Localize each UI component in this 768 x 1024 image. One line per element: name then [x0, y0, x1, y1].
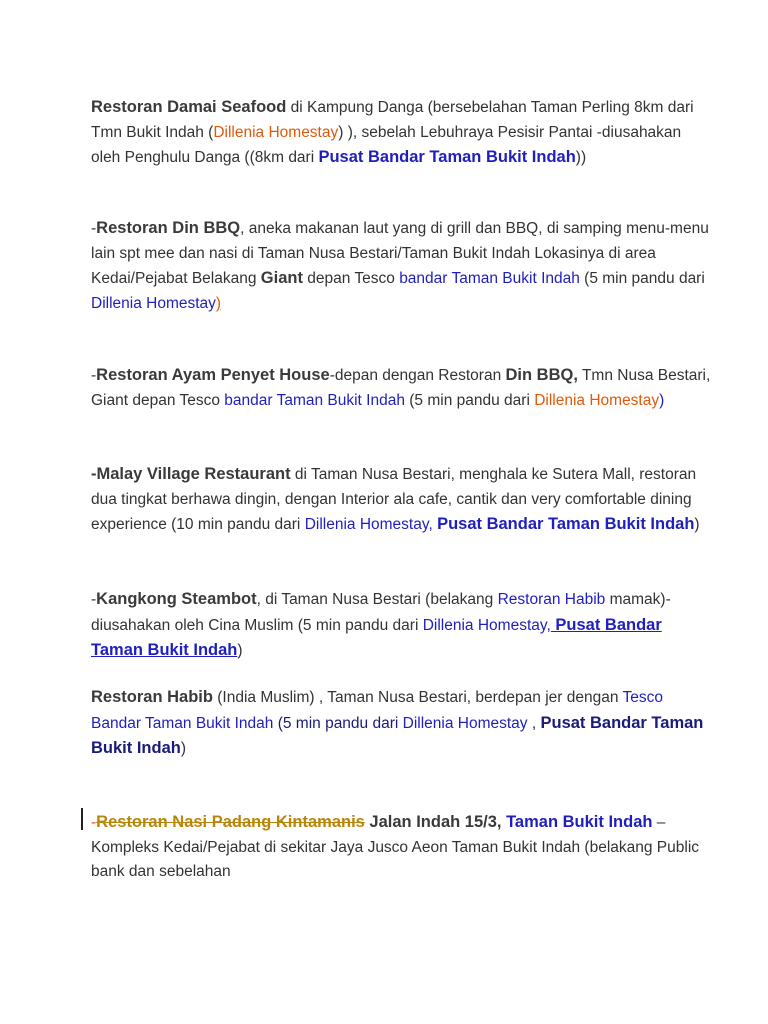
link-taman-bukit-indah[interactable]: Taman Bukit Indah: [506, 813, 653, 831]
dash: -: [91, 367, 97, 384]
link-tesco-bandar[interactable]: Tesco Bandar Taman Bukit Indah: [91, 689, 663, 732]
text: ): [180, 740, 187, 757]
paragraph-ayam-penyet: [91, 363, 711, 413]
link-pusat-bandar[interactable]: Pusat Bandar Taman Bukit Indah: [437, 515, 695, 533]
link-dillenia-homestay[interactable]: Dillenia Homestay: [534, 391, 660, 409]
restaurant-name: Restoran Damai Seafood: [91, 98, 287, 116]
link-dillenia-homestay[interactable]: Dillenia Homestay: [213, 123, 339, 141]
paragraph-damai-seafood: [91, 95, 711, 171]
text: – Kompleks Kedai/Pejabat di sekitar Jaya Jusco Aeon Taman Bukit Indah (belakang Public bank dan sebelahan: [91, 814, 700, 880]
text: , aneka makanan laut yang di grill dan BBQ, di samping menu-menu lain spt mee dan nasi di Taman Nusa Bestari/Taman Bukit Indah Lokasinya di area Kedai/Pejabat Belakang: [91, 220, 709, 287]
restaurant-name: -Malay Village Restaurant: [91, 465, 291, 483]
text: ): [694, 516, 700, 533]
link-pusat-bandar[interactable]: Pusat Bandar Taman Bukit Indah: [91, 713, 704, 757]
text: )): [575, 149, 587, 166]
text: ): [215, 294, 222, 312]
link-dillenia-homestay[interactable]: Dillenia Homestay: [91, 294, 216, 312]
link-dillenia-homestay[interactable]: Dillenia Homestay: [402, 714, 528, 732]
text: Tmn Nusa Bestari, Giant depan Tesco: [91, 367, 711, 409]
link-pusat-bandar[interactable]: Pusat Bandar Taman Bukit Indah: [91, 615, 662, 659]
paragraph-kangkong-steambot: [91, 587, 711, 664]
text: di Taman Nusa Bestari, menghala ke Sutera Mall, restoran dua tingkat berhawa dingin, dengan Interior ala cafe, cantik dan very comfortable dining experience (10 min pandu dari: [91, 466, 697, 533]
din-bbq-label: Din BBQ,: [505, 366, 578, 384]
text: ): [659, 391, 665, 409]
paragraph-malay-village: [91, 462, 711, 538]
link-bandar-taman-bukit-indah[interactable]: bandar Taman Bukit Indah: [224, 391, 405, 409]
text: , di Taman Nusa Bestari (belakang: [256, 591, 498, 608]
dash: -: [91, 814, 97, 831]
text: ) ), sebelah Lebuhraya Pesisir Pantai -diusahakan oleh Penghulu Danga ((8km dari: [91, 123, 682, 166]
paragraph-restoran-habib: [91, 685, 711, 762]
restaurant-name: Restoran Din BBQ: [96, 219, 241, 237]
text: (5 min pandu dari: [273, 714, 403, 732]
text: -depan dengan Restoran: [329, 367, 506, 384]
restaurant-name: Restoran Nasi Padang Kintamanis: [96, 813, 365, 831]
restaurant-name: Kangkong Steambot: [96, 590, 257, 608]
restaurant-name: Restoran Ayam Penyet House: [96, 366, 330, 384]
paragraph-nasi-padang: [91, 810, 711, 885]
link-restoran-habib[interactable]: Restoran Habib: [497, 591, 606, 608]
giant-label: Giant: [260, 269, 303, 287]
text-cursor: [81, 808, 83, 830]
text: ,: [527, 714, 541, 732]
restaurant-name: Restoran Habib: [91, 688, 213, 706]
text: (5 min pandu dari: [404, 391, 535, 409]
link-dillenia-homestay[interactable]: Dillenia Homestay,: [422, 616, 551, 634]
paragraph-din-bbq: [91, 216, 711, 316]
text: di Kampung Danga (bersebelahan Taman Perling 8km dari Tmn Bukit Indah (: [91, 99, 694, 141]
address-label: Jalan Indah 15/3,: [364, 813, 507, 831]
link-bandar-taman-bukit-indah[interactable]: bandar Taman Bukit Indah: [399, 270, 580, 287]
text: depan Tesco: [302, 270, 400, 287]
text: (India Muslim) , Taman Nusa Bestari, berdepan jer dengan: [212, 689, 623, 706]
text: ,: [428, 516, 438, 533]
dash: -: [91, 220, 97, 237]
text: ): [237, 642, 243, 659]
text: (5 min pandu dari: [579, 270, 705, 287]
text: mamak)-diusahakan oleh Cina Muslim (5 min pandu dari: [91, 591, 671, 634]
dash: -: [91, 591, 97, 608]
link-dillenia-homestay[interactable]: Dillenia Homestay: [304, 516, 429, 533]
link-pusat-bandar[interactable]: Pusat Bandar Taman Bukit Indah: [318, 148, 576, 166]
